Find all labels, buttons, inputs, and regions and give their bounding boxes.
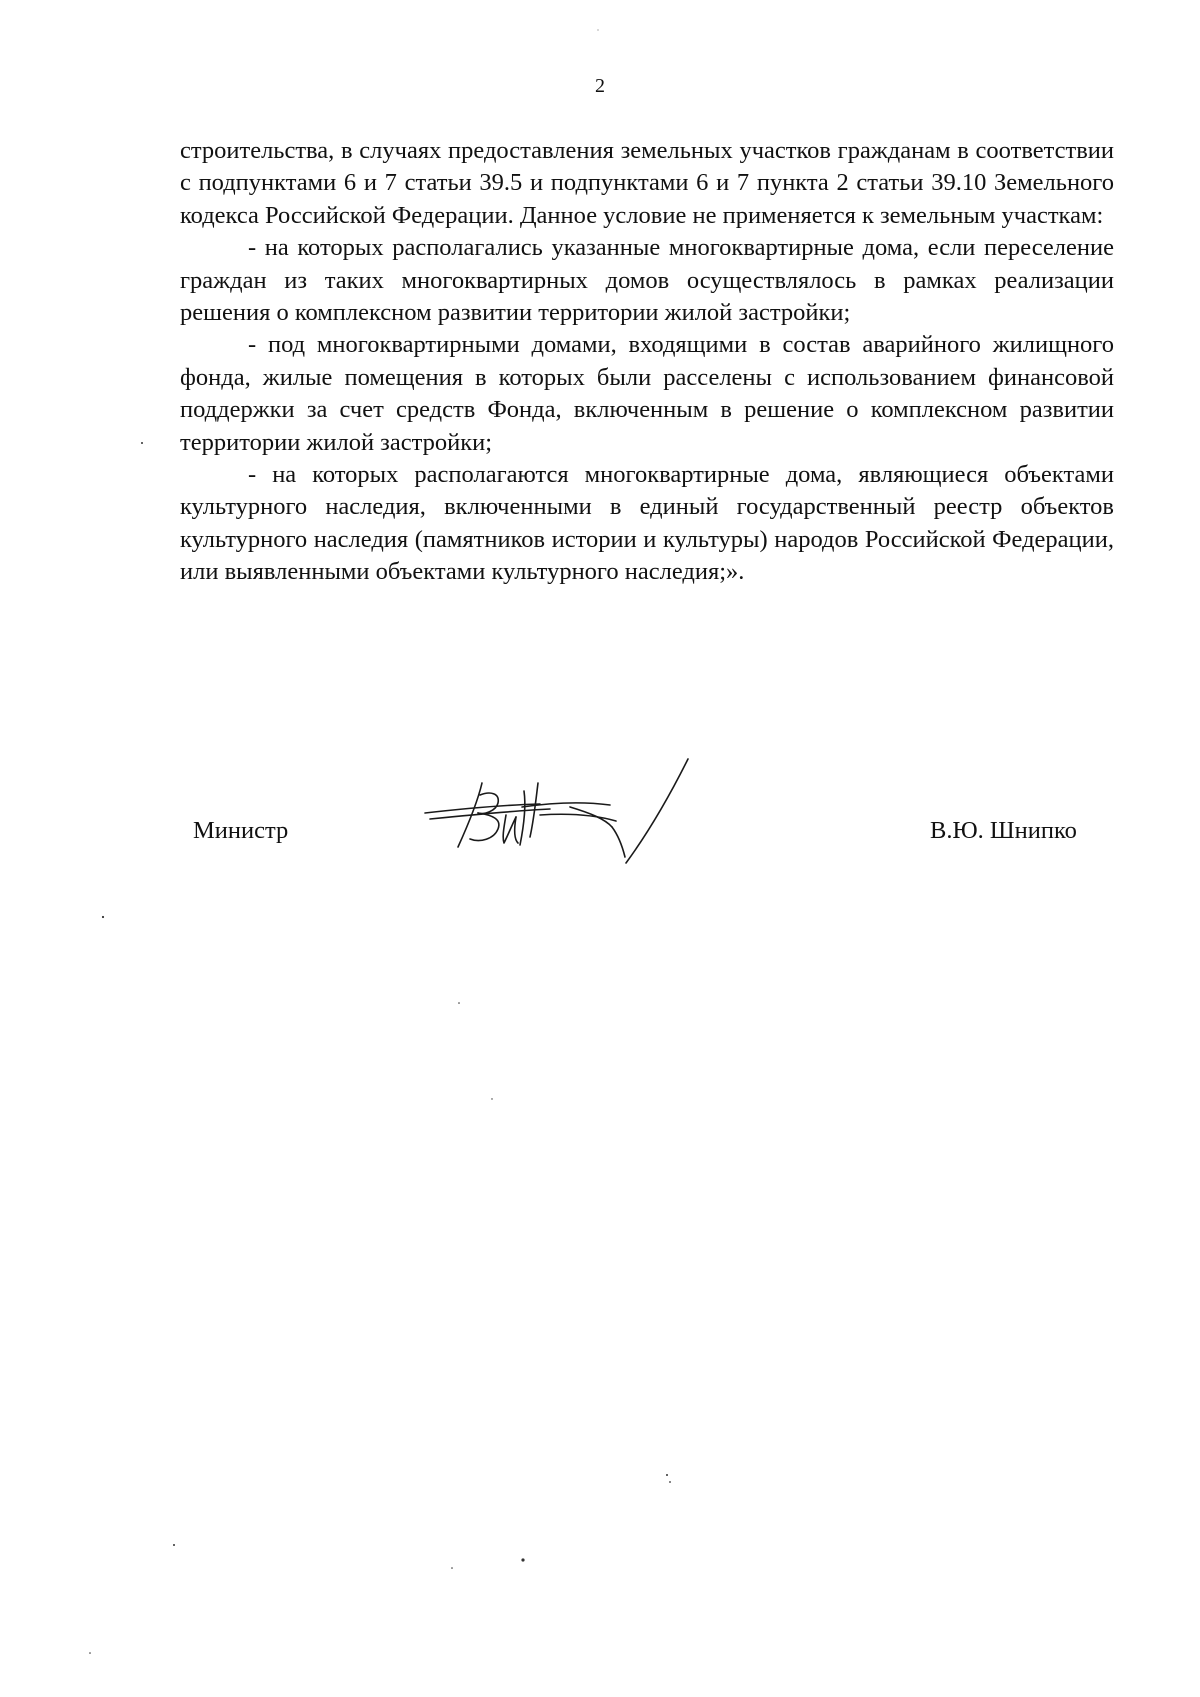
document-body xyxy=(180,135,1114,589)
signatory-name: В.Ю. Шнипко xyxy=(930,817,1077,844)
handwritten-signature xyxy=(420,755,700,875)
signatory-position: Министр xyxy=(193,817,289,844)
paragraph-continuation: строительства, в случаях предоставления земельных участков гражданам в соответствии с подпунктами 6 и 7 статьи 39.5 и подпунктами 6 и 7 пункта 2 статьи 39.10 Земельного кодекса Российской Федерации. Данное условие не применяется к земельным участкам: xyxy=(180,137,1114,229)
page-number: 2 xyxy=(595,75,605,97)
list-item-third: - на которых располагаются многоквартирные дома, являющиеся объектами культурного наследия, включенными в единый государственный реестр объектов культурного наследия (памятников истории и культуры) народов Российской Федерации, или выявленными объектами культурного наследия;». xyxy=(180,461,1114,586)
list-item-second: - под многоквартирными домами, входящими в состав аварийного жилищного фонда, жилые помещения в которых были расселены с использованием финансовой поддержки за счет средств Фонда, включенным в решение о комплексном развитии территории жилой застройки; xyxy=(180,331,1114,456)
signature-block xyxy=(0,755,1200,885)
list-item-first: - на которых располагались указанные многоквартирные дома, если переселение граждан из таких многоквартирных домов осуществлялось в рамках реализации решения о комплексном развитии территории жилой застройки; xyxy=(180,234,1114,327)
